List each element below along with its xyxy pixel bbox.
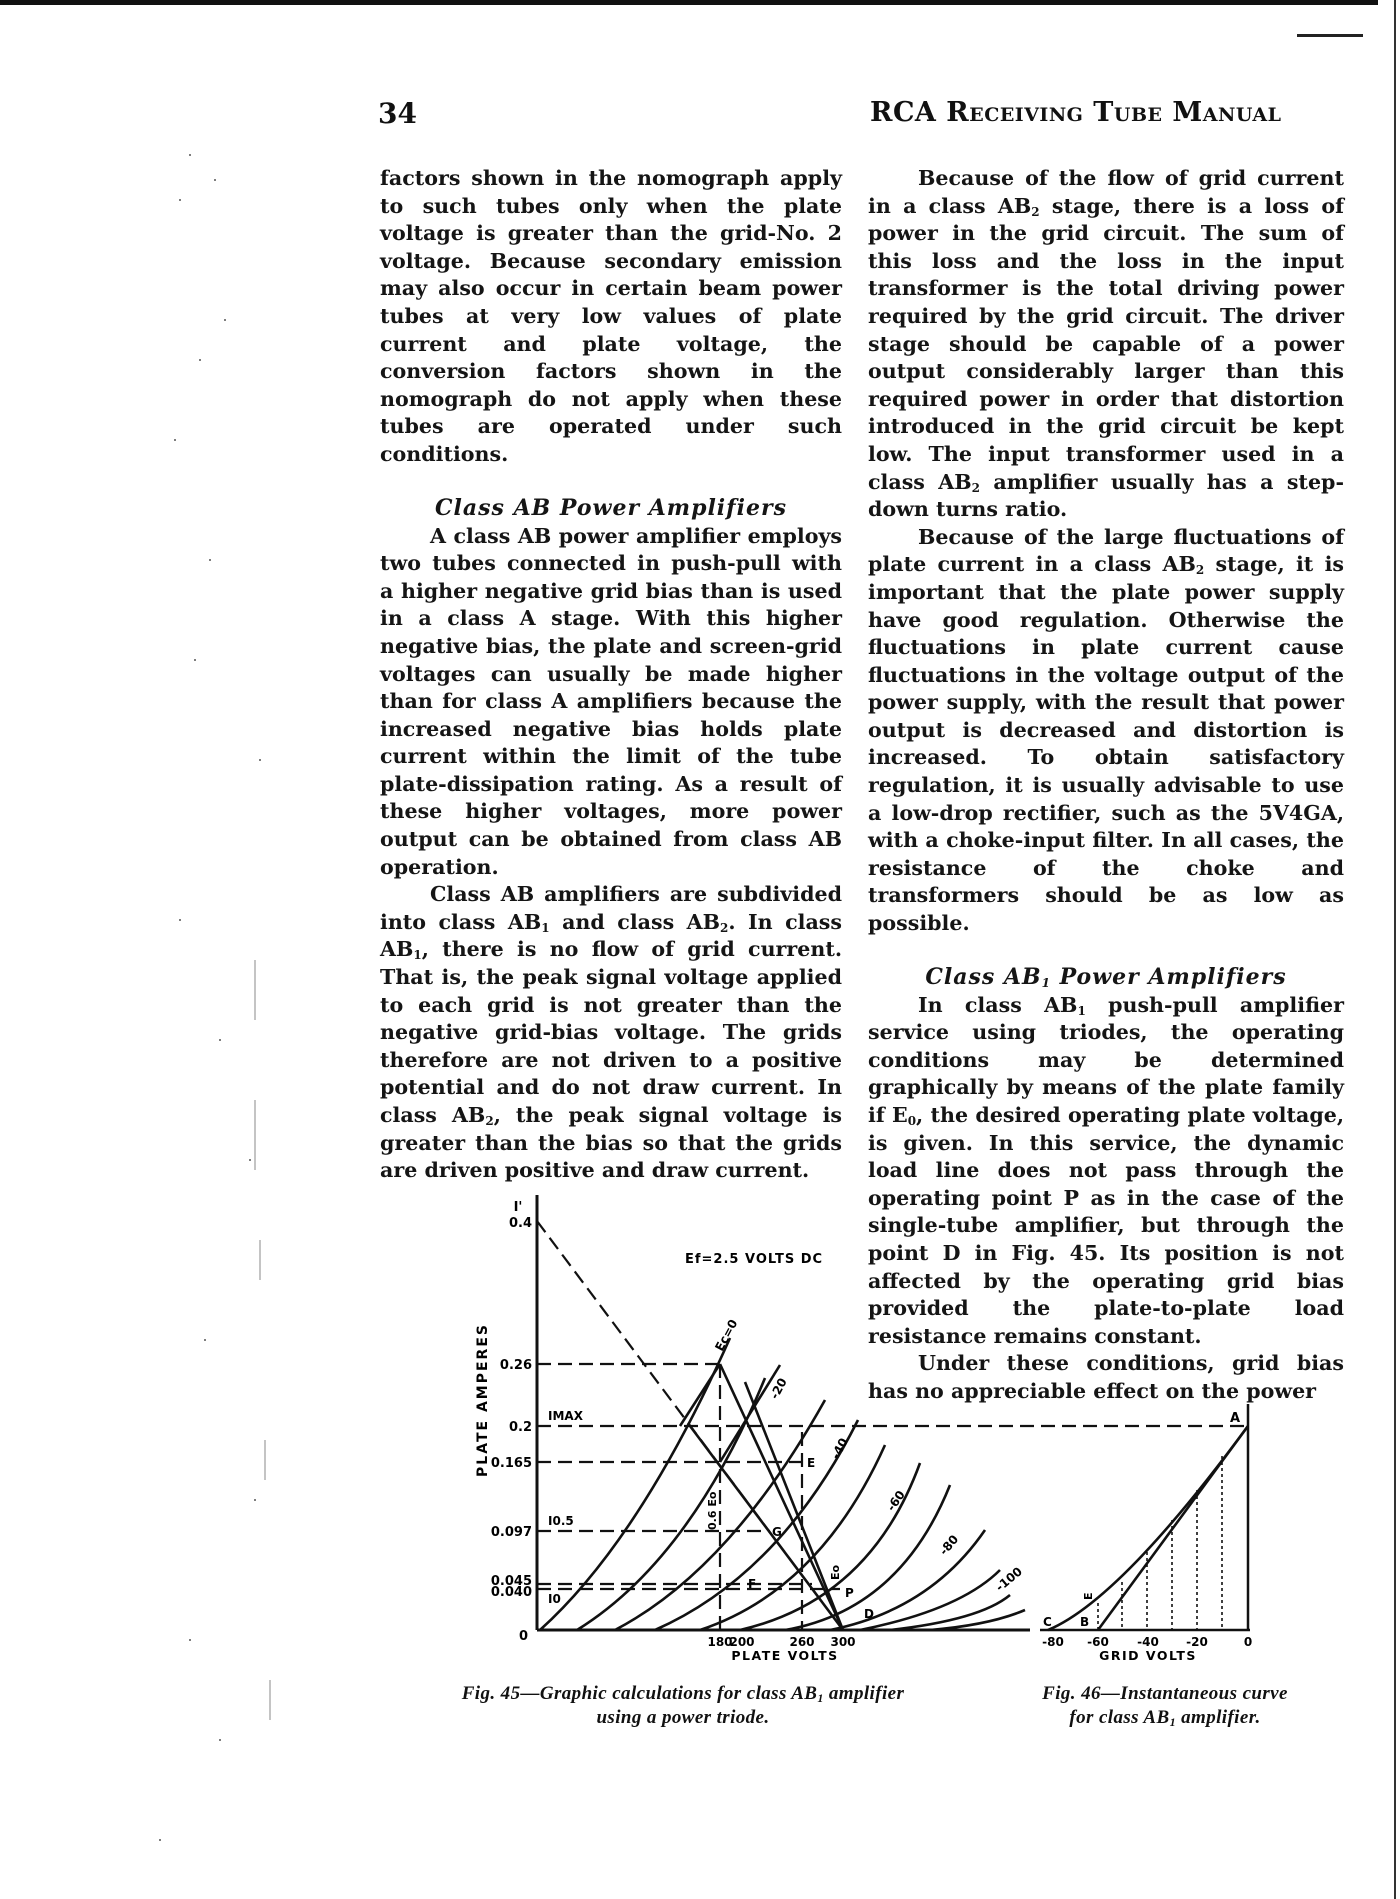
text-run: stage, it is important that the plate power supply have good regulation. Otherwise the fluctuations in plate current cause fluctuations in the voltage output of the power supply, with the result that power output is decreased and distortion is increased. To obtain satisfactory regulation, it is usually advisable to use a low-drop rectifier, such as the 5V4GA, with a choke-input filter. In all cases, the resistance of the choke and transformers should be as low as possible.: [868, 552, 1344, 936]
y-tick-label: 0.097: [490, 1525, 532, 1540]
point-label-b: B: [1080, 1615, 1090, 1629]
paragraph: factors shown in the nomograph apply to such tubes only when the plate voltage is greater than the grid-No. 2 voltage. Because secondary emission may also occur in certain beam power tubes at very low values of plate current and plate voltage, the conversion factors shown in the nomograph do not apply when these tubes are operated under such conditions.: [380, 166, 842, 466]
curve-label: -60: [883, 1487, 908, 1514]
text-run: . In class AB: [380, 909, 842, 962]
grid-tick-label: -60: [1087, 1635, 1109, 1649]
x-tick-label: 300: [830, 1635, 856, 1649]
paragraph: [868, 524, 1344, 938]
corner-rule: [1297, 34, 1363, 37]
curve-label: Ec=0: [712, 1317, 741, 1354]
text-run: , the peak signal voltage is greater than the bias so that the grids are driven positive and draw current.: [380, 1103, 843, 1183]
text-run: Power Amplifiers: [1050, 963, 1287, 990]
grid-tick-label: -20: [1186, 1635, 1208, 1649]
label-i0: I0: [548, 1592, 561, 1606]
subscript: 0: [907, 1114, 917, 1128]
text-run: amplifier: [823, 1683, 905, 1704]
text-run: amplifier usually has a step-down turns ratio.: [868, 469, 1344, 522]
point-label-d: D: [864, 1607, 874, 1621]
point-label-e46: E: [1082, 1592, 1095, 1600]
page-number: 34: [378, 97, 417, 130]
x-tick-label: 200: [729, 1635, 755, 1649]
subscript: 2: [971, 480, 981, 495]
y-tick-label: 0.4: [508, 1216, 532, 1231]
subscript: 1: [817, 1691, 824, 1705]
point-label-06eo: 0.6 Eo: [706, 1491, 719, 1530]
curve-label: -20: [767, 1375, 790, 1402]
text-run: using a power triode.: [596, 1707, 770, 1728]
grid-tick-label: 0: [1243, 1635, 1253, 1649]
point-label-e: E: [807, 1456, 816, 1470]
curve-label: -100: [992, 1564, 1025, 1595]
y-tick-label: 0.040: [490, 1585, 532, 1600]
subscript: 1: [413, 948, 422, 963]
y-tick-label: 0: [518, 1629, 528, 1644]
subscript: 1: [1041, 975, 1051, 990]
text-run: Because of the flow of grid current in a class AB: [868, 166, 1344, 218]
filament-voltage-label: Ef=2.5 VOLTS DC: [685, 1252, 824, 1267]
subscript: 2: [485, 1114, 494, 1128]
text-run: , the desired operating plate voltage, is given. In this service, the dynamic load line does not pass through the operating point P as in the case of the single-tube amplifier, but through the point D in Fig. 45. Its position is not affected by the operating grid bias provided the plate-to-plate load resistance remains constant.: [868, 1103, 1344, 1348]
scan-specks: [120, 140, 340, 1890]
text-run: for class AB: [1069, 1707, 1170, 1728]
fig46-curves: [1048, 1426, 1248, 1630]
subscript: 1: [541, 920, 550, 935]
text-run: Fig. 45—Graphic calculations for class AB: [461, 1683, 818, 1704]
page-right-edge: [1394, 0, 1396, 1899]
page-top-border: [0, 0, 1378, 5]
text-run: Fig. 46—Instantaneous curve: [1042, 1683, 1288, 1704]
running-head: RCA Receiving Tube Manual: [870, 97, 1282, 128]
subscript: 2: [720, 920, 729, 935]
plate-characteristics-chart: [460, 1190, 1260, 1670]
x-axis-title: PLATE VOLTS: [731, 1648, 839, 1663]
y-tick-label: 0.045: [490, 1574, 532, 1589]
curve-label: -40: [828, 1435, 851, 1462]
point-label-f: F: [748, 1577, 757, 1591]
point-label-eo: Eo: [829, 1564, 842, 1580]
y-label-iprime: I': [513, 1200, 523, 1215]
y-tick-label: 0.2: [508, 1420, 532, 1435]
curve-label: -80: [936, 1532, 962, 1558]
text-run: Class AB amplifiers are subdivided into class AB: [380, 882, 842, 934]
figure-46-caption: [985, 1682, 1345, 1730]
x-tick-label: 260: [789, 1635, 815, 1649]
paragraph: A class AB power amplifier employs two tubes connected in push-pull with a higher negative grid bias than is used in a class A stage. With this higher negative bias, the plate and screen-grid voltages can usually be made higher than for class A amplifiers because the increased negative bias holds plate current within the limit of the tube plate-dissipation rating. As a result of these higher voltages, more power output can be obtained from class AB operation.: [380, 523, 842, 879]
text-run: push-pull amplifier service using triodes, the operating conditions may be determined graphically by means of the plate family if E: [868, 992, 1344, 1127]
paragraph: Under these conditions, grid bias has no appreciable effect on the power: [868, 1351, 1344, 1403]
subscript: 1: [1169, 1715, 1176, 1729]
grid-tick-label: -80: [1042, 1635, 1064, 1649]
text-run: Class AB: [925, 963, 1042, 990]
grid-axis-title: GRID VOLTS: [1099, 1648, 1197, 1663]
label-i05: I0.5: [548, 1514, 574, 1528]
text-run: amplifier.: [1175, 1707, 1261, 1728]
y-axis-title: PLATE AMPERES: [475, 1323, 491, 1477]
figure-45-46: [460, 1190, 1260, 1670]
paragraph: [868, 165, 1344, 524]
label-imax: IMAX: [548, 1409, 583, 1423]
left-column: [380, 165, 842, 1185]
text-run: and class AB: [549, 909, 721, 934]
figure-45-caption: [378, 1682, 988, 1730]
y-tick-label: 0.26: [499, 1358, 532, 1373]
section-heading-class-ab1: [868, 962, 1344, 992]
text-run: , there is no flow of grid current. That is, the peak signal voltage applied to each grid is not greater than the negative grid-bias voltage. The grids therefore are not driven to a positive potential and do not draw current. In class AB: [380, 937, 842, 1127]
point-label-p: P: [845, 1586, 854, 1600]
y-tick-label: 0.165: [490, 1456, 532, 1471]
text-run: Because of the large fluctuations of plate current in a class AB: [868, 524, 1344, 577]
text-run: In class AB: [918, 992, 1078, 1017]
subscript: 2: [1195, 563, 1205, 578]
grid-tick-label: -40: [1137, 1635, 1159, 1649]
point-label-g: G: [772, 1525, 782, 1539]
text-run: stage, there is a loss of power in the grid circuit. The sum of this loss and the loss in the input transformer is the total driving power required by the grid circuit. The driver stage should be capable of a power output considerably larger than this required power in order that distortion introduced in the grid circuit be kept low. The input transformer used in a class AB: [868, 193, 1344, 494]
subscript: 1: [1077, 1003, 1086, 1018]
point-label-a: A: [1229, 1411, 1240, 1426]
subscript: 2: [1031, 204, 1040, 219]
guide-lines: [537, 1221, 1248, 1630]
paragraph: [380, 881, 842, 1185]
section-heading-class-ab: Class AB Power Amplifiers: [435, 494, 787, 521]
point-label-c: C: [1043, 1615, 1052, 1629]
x-tick-label: 180: [707, 1635, 733, 1649]
